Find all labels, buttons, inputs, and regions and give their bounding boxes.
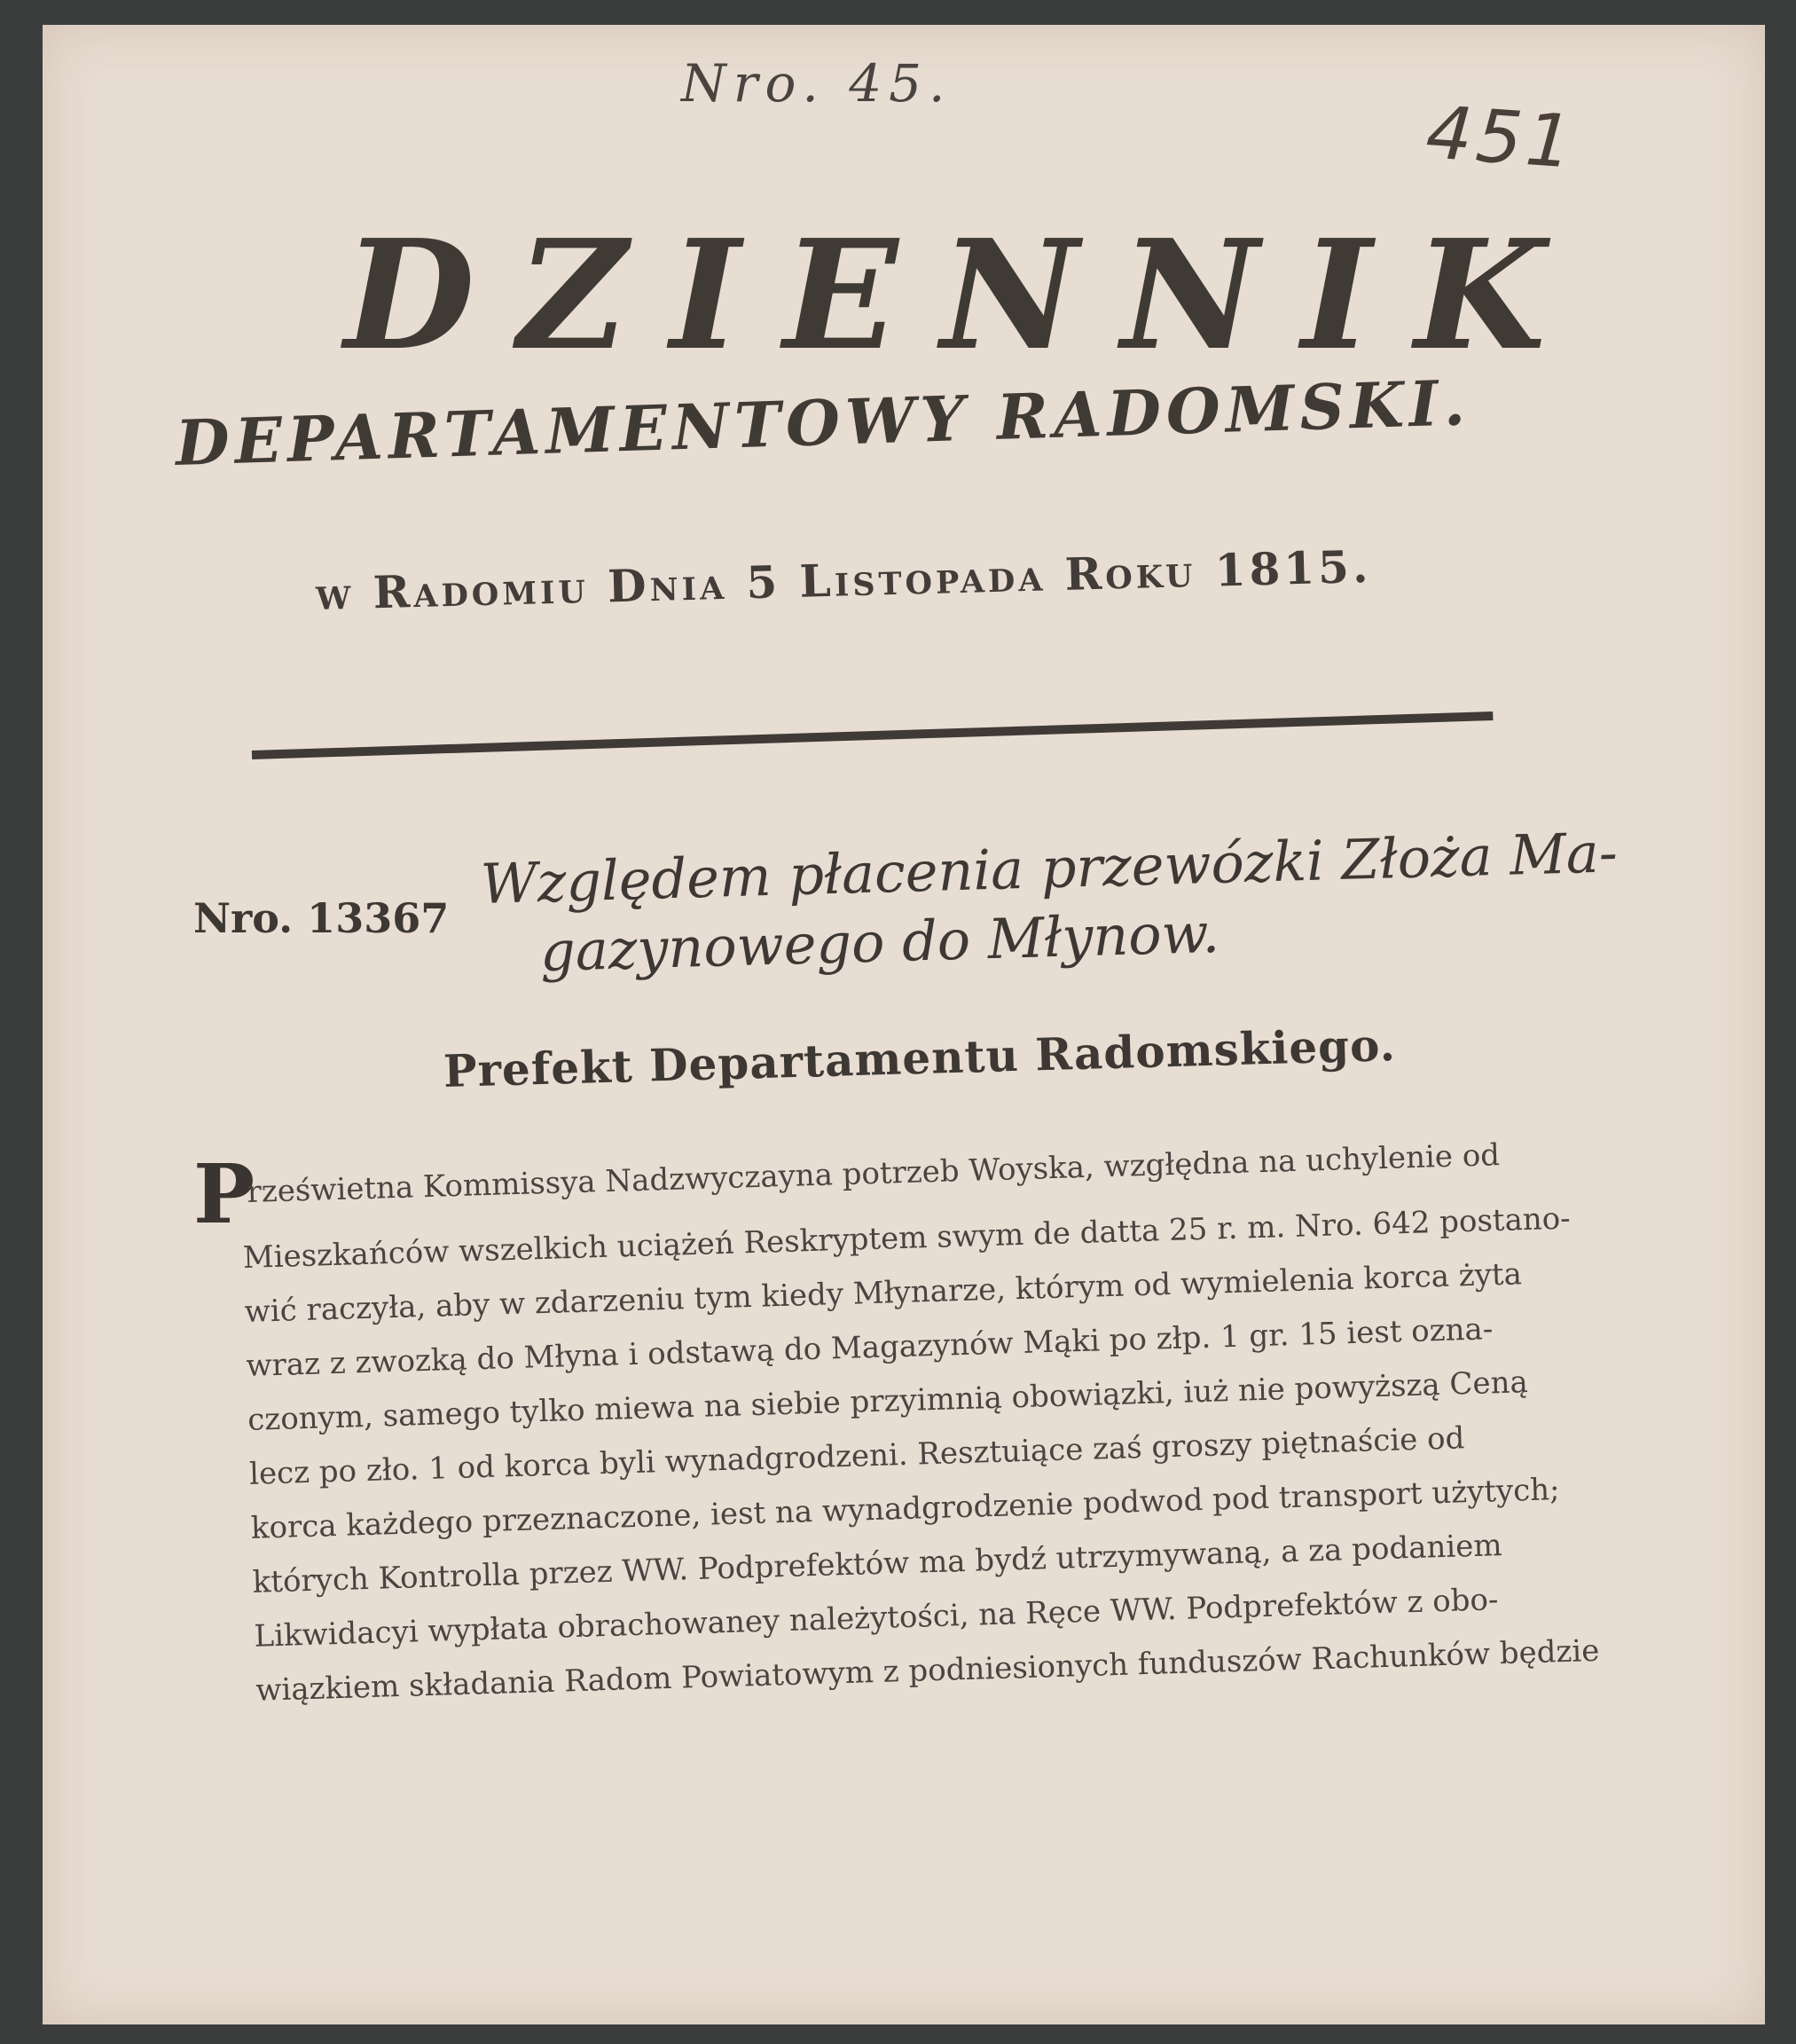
issue-number: Nro. 45. (681, 53, 953, 114)
document-page (43, 25, 1765, 2024)
body-line: czonym, samego tylko miewa na siebie przyimnią obowiązki, iuż nie powyższą Ceną (247, 1364, 1529, 1438)
drop-cap: P (193, 1146, 255, 1242)
article-number: Nro. 13367 (193, 894, 450, 942)
body-line: wraz z zwozką do Młyna i odstawą do Magazynów Mąki po złp. 1 gr. 15 iest ozna- (245, 1311, 1494, 1384)
article-title (480, 818, 1636, 988)
issuer-heading: Prefekt Departamentu Radomskiego. (443, 1018, 1397, 1097)
article-title-line-1: Względem płacenia przewózki Złoża Ma- (479, 820, 1619, 917)
body-line: Mieszkańców wszelkich uciążeń Reskryptem swym de datta 25 r. m. Nro. 642 postano- (242, 1200, 1572, 1276)
body-line: wiązkiem składania Radom Powiatowym z podniesionych funduszów Rachunków będzie (255, 1632, 1600, 1709)
body-line-first: rześwietna Kommissya Nadzwyczayna potrzeb Woyska, wzgłędna na uchylenie od (247, 1137, 1501, 1210)
body-line: wić raczyła, aby w zdarzeniu tym kiedy Młynarze, którym od wymielenia korca żyta (244, 1256, 1523, 1330)
dateline: w Radomiu Dnia 5 Listopada Roku 1815. (315, 539, 1373, 620)
masthead-title: DZIENNIK (344, 207, 1588, 384)
article-body (242, 1191, 1622, 1718)
horizontal-rule (252, 711, 1494, 759)
handwritten-page-number: 451 (1423, 90, 1579, 185)
body-line: Likwidacyi wypłata obrachowaney należytości, na Ręce WW. Podprefektów z obo- (253, 1582, 1499, 1655)
body-line: korca każdego przeznaczone, iest na wynadgrodzenie podwod pod transport użytych; (250, 1472, 1561, 1546)
body-line: lecz po zło. 1 od korca byli wynadgrodzeni. Resztuiące zaś groszy piętnaście od (248, 1420, 1465, 1492)
article-title-line-2: gazynowego do Młynow. (539, 900, 1220, 985)
masthead-subtitle: DEPARTAMENTOWY RADOMSKI. (174, 366, 1472, 480)
body-line: których Kontrolla przez WW. Podprefektów ma bydź utrzymywaną, a za podaniem (252, 1528, 1503, 1600)
